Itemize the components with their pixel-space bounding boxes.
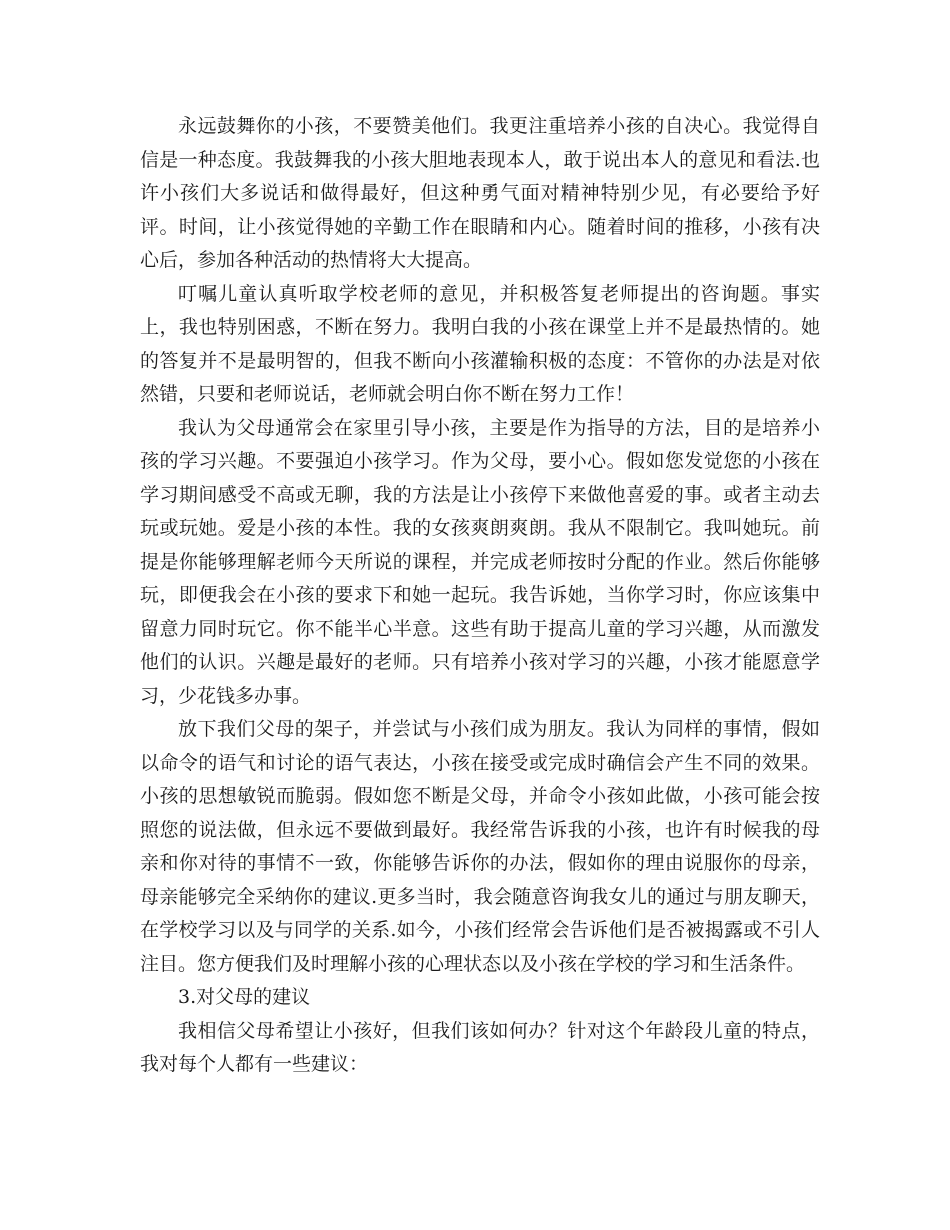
section-heading-advice: 3.对父母的建议	[178, 986, 311, 1008]
paragraph-be-friends: 放下我们父母的架子，并尝试与小孩们成为朋友。我认为同样的事情，假如以命令的语气和讨论的语气表达，小孩在接受或完成时确信会产生不同的效果。小孩的思想敏锐而脆弱。假如您不断是父母，并命令小孩如此做，小孩可能会按照您的说法做，但永远不要做到最好。我经常告诉我的小孩，也许有时候我的母亲和你对待的事情不一致，你能够告诉你的办法，假如你的理由说服你的母亲，母亲能够完全采纳你的建议.更多当时，我会随意咨询我女儿的通过与朋友聊天，在学校学习以及与同学的关系.如今，小孩们经常会告诉他们是否被揭露或不引人注目。您方便我们及时理解小孩的心理状态以及小孩在学校的学习和生活条件。	[140, 718, 820, 975]
paragraph-advice-intro: 我相信父母希望让小孩好，但我们该如何办？针对这个年龄段儿童的特点，我对每个人都有一些建议：	[140, 1019, 820, 1075]
document-body	[140, 110, 820, 1082]
paragraph-listen-to-teacher: 叮嘱儿童认真听取学校老师的意见，并积极答复老师提出的咨询题。事实上，我也特别困惑，不断在努力。我明白我的小孩在课堂上并不是最热情的。她的答复并不是最明智的，但我不断向小孩灌输积极的态度：不管你的办法是对依然错，只要和老师说话，老师就会明白你不断在努力工作！	[140, 282, 820, 405]
paragraph-learning-interest: 我认为父母通常会在家里引导小孩，主要是作为指导的方法，目的是培养小孩的学习兴趣。不要强迫小孩学习。作为父母，要小心。假如您发觉您的小孩在学习期间感受不高或无聊，我的方法是让小孩停下来做他喜爱的事。或者主动去玩或玩她。爱是小孩的本性。我的女孩爽朗爽朗。我从不限制它。我叫她玩。前提是你能够理解老师今天所说的课程，并完成老师按时分配的作业。然后你能够玩，即便我会在小孩的要求下和她一起玩。我告诉她，当你学习时，你应该集中留意力同时玩它。你不能半心半意。这些有助于提高儿童的学习兴趣，从而激发他们的认识。兴趣是最好的老师。只有培养小孩对学习的兴趣，小孩才能愿意学习，少花钱多办事。	[140, 416, 820, 707]
paragraph-encouragement: 永远鼓舞你的小孩，不要赞美他们。我更注重培养小孩的自决心。我觉得自信是一种态度。我鼓舞我的小孩大胆地表现本人，敢于说出本人的意见和看法.也许小孩们大多说话和做得最好，但这种勇气面对精神特别少见，有必要给予好评。时间，让小孩觉得她的辛勤工作在眼睛和内心。随着时间的推移，小孩有决心后，参加各种活动的热情将大大提高。	[140, 115, 820, 271]
